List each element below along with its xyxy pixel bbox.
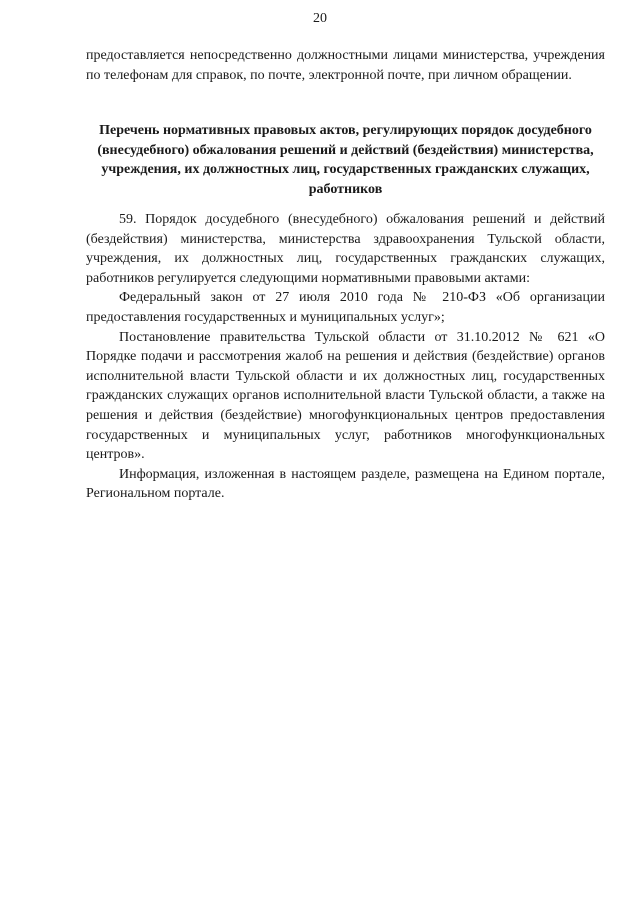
- paragraph-federal-law: Федеральный закон от 27 июля 2010 года № 210-ФЗ «Об организации предоставления государственных и муниципальных услуг»;: [86, 290, 605, 325]
- paragraph-information-note: Информация, изложенная в настоящем разделе, размещена на Едином портале, Региональном портале.: [86, 466, 605, 502]
- page-number: 20: [313, 11, 327, 26]
- paragraph-59: 59. Порядок досудебного (внесудебного) обжалования решений и действий (бездействия) министерства, министерства здравоохранения Тульской области, учреждения, их должностных лиц, государственных гражданских служащих, работников регулируется следующими нормативными правовыми актами:: [86, 212, 605, 286]
- paragraph-government-decree: Постановление правительства Тульской области от 31.10.2012 № 621 «О Порядке подачи и рассмотрения жалоб на решения и действия (бездействие) органов исполнительной власти Тульской области и их должностных лиц, государственных гражданских служащих органов исполнительной власти Тульской области, а также на решения и действия (бездействие) многофункциональных центров предоставления государственных и муниципальных услуг, работников многофункциональных центров».: [86, 329, 605, 463]
- intro-paragraph: предоставляется непосредственно должностными лицами министерства, учреждения по телефонам для справок, по почте, электронной почте, при личном обращении.: [86, 48, 605, 83]
- section-heading: Перечень нормативных правовых актов, регулирующих порядок досудебного (внесудебного) обжалования решений и действий (бездействия) министерства, учреждения, их должностных лиц, государственных гражданских служащих, работников: [97, 123, 594, 197]
- section-body: [86, 210, 605, 504]
- intro-continuation: [86, 46, 605, 85]
